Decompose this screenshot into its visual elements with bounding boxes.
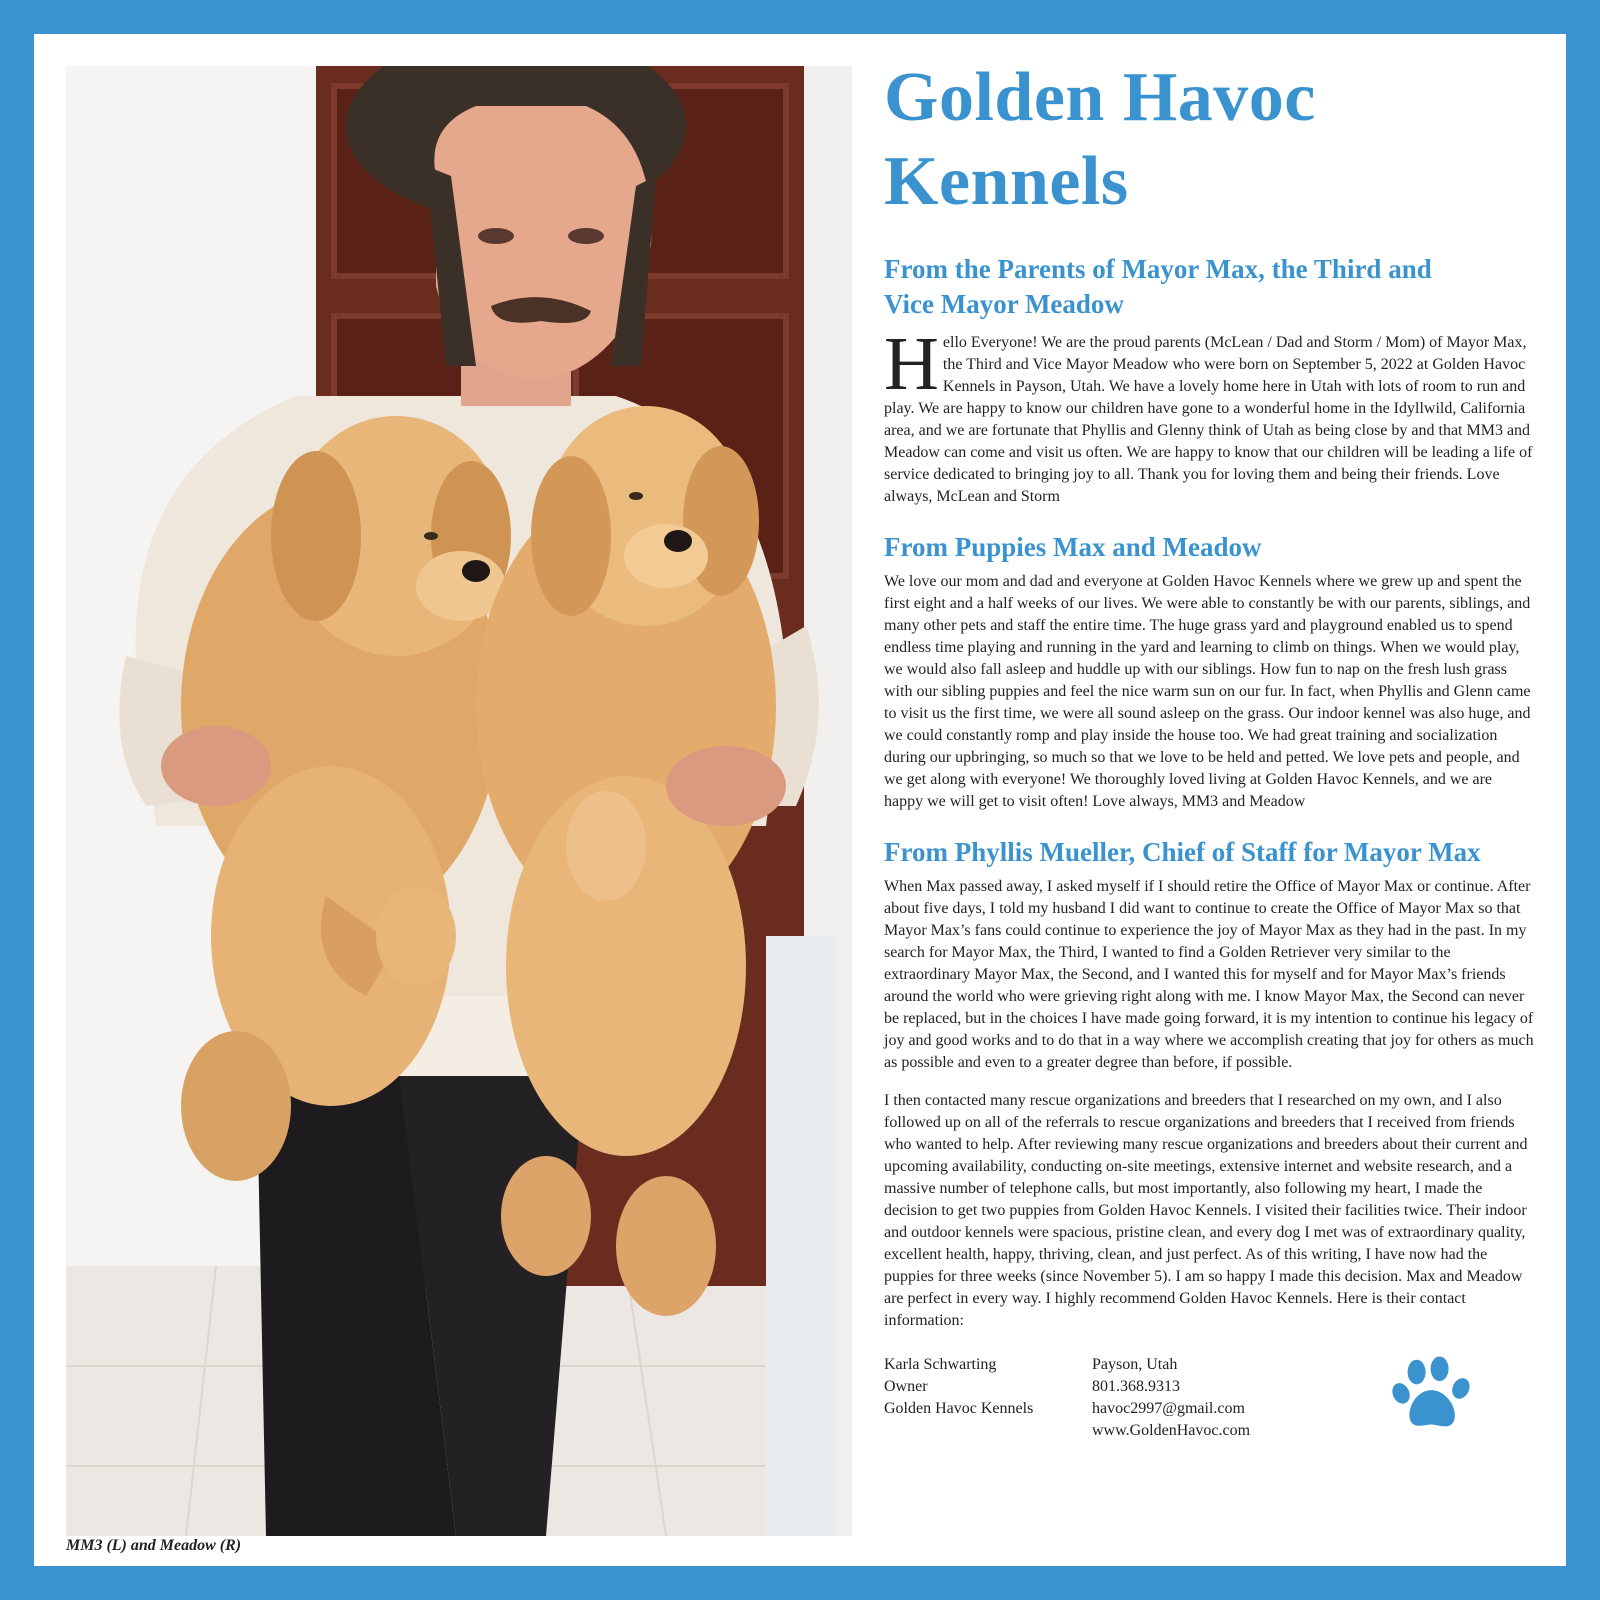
contact-business: Golden Havoc Kennels	[884, 1400, 1034, 1417]
section-body-phyllis-2: I then contacted many rescue organizations and breeders that I researched on my own, and I also followed up on all of the referrals to rescue organizations and breeders that I received from friends who wanted to help. After reviewing many rescue organizations and breeders about their current and upcoming availability, conducting on-site meetings, extensive internet and website research, and a massive number of telephone calls, but most importantly, also following my heart, I made the decision to get two puppies from Golden Havoc Kennels. I visited their facilities twice. Their indoor and outdoor kennels were spacious, pristine clean, and every dog I met was of extraordinary quality, excellent health, happy, thriving, clean, and just perfect. As of this writing, I have now had the puppies for three weeks (since November 5). I am so happy I made this decision. Max and Meadow are perfect in every way. I highly recommend Golden Havoc Kennels. Here is their contact information:	[884, 1092, 1528, 1329]
page-title	[884, 56, 1534, 224]
contact-phone: 801.368.9313	[1092, 1378, 1180, 1395]
page-frame	[34, 34, 1566, 1566]
contact-owner	[884, 1354, 1033, 1420]
contact-block	[884, 1354, 1534, 1444]
photo-caption: MM3 (L) and Meadow (R)	[66, 1537, 242, 1554]
contact-role: Owner	[884, 1378, 928, 1395]
section-heading-phyllis: From Phyllis Mueller, Chief of Staff for Mayor Max	[884, 837, 1481, 867]
section-body-puppies: We love our mom and dad and everyone at Golden Havoc Kennels where we grew up and spent the first eight and a half weeks of our lives. We were able to constantly be with our parents, siblings, and many other pets and staff the entire time. The huge grass yard and playground enabled us to spend endless time playing and running in the yard and learning to climb on things. When we would play, we would also fall asleep and huddle up with our siblings. How fun to nap on the fresh lush grass with our sibling puppies and feel the nice warm sun on our fur. In fact, when Phyllis and Glenn came to visit us the first time, we were all sound asleep on the grass. Our indoor kennel was also huge, and we could constantly romp and play inside the house too. We had great training and socialization during our upbringing, so much so that we love to be held and petted. We love pets and people, and we get along with everyone! We thoroughly loved living at Golden Havoc Kennels, and we are happy we will get to visit often! Love always, MM3 and Meadow	[884, 573, 1531, 810]
title-line-1: Golden Havoc	[884, 59, 1316, 136]
man-holding-puppies-photo	[66, 66, 852, 1536]
drop-cap: H	[884, 322, 939, 406]
contact-email: havoc2997@gmail.com	[1092, 1400, 1245, 1417]
article-column	[884, 56, 1534, 1444]
section-body-parents-text: ello Everyone! We are the proud parents (McLean / Dad and Storm / Mom) of Mayor Max, the Third and Vice Mayor Meadow who were born on September 5, 2022 at Golden Havoc Kennels in Payson, Utah. We have a lovely home here in Utah with lots of room to run and play. We are happy to know our children have gone to a wonderful home in the Idyllwild, California area, and we are fortunate that Phyllis and Glenny think of Utah as being close by and that MM3 and Meadow can come and visit us often. We are happy to know that our children will be leading a life of service dedicated to bringing joy to all. Thank you for loving them and being their friends. Love always, McLean and Storm	[884, 334, 1533, 505]
contact-name: Karla Schwarting	[884, 1356, 997, 1373]
section-heading-puppies: From Puppies Max and Meadow	[884, 532, 1262, 562]
title-line-2: Kennels	[884, 143, 1129, 220]
section-body-phyllis-1: When Max passed away, I asked myself if I should retire the Office of Mayor Max or continue. After about five days, I told my husband I did want to continue to create the Office of Mayor Max so that Mayor Max’s fans could continue to experience the joy of Mayor Max as they had in the past. In my search for Mayor Max, the Third, I wanted to find a Golden Retriever very similar to the extraordinary Mayor Max, the Second, and I wanted this for myself and for Mayor Max’s friends around the world who were grieving right along with me. I know Mayor Max, the Second can never be replaced, but in the choices I have made going forward, it is my intention to continue his legacy of joy and good works and to do that in a way where we accomplish creating that joy for others as much as possible and even to a greater degree than before, if possible.	[884, 878, 1534, 1071]
section-heading-parents-line-2: Vice Mayor Meadow	[884, 289, 1124, 319]
contact-location: Payson, Utah	[1092, 1356, 1178, 1373]
paw-print-icon	[1392, 1354, 1474, 1436]
section-heading-parents	[884, 252, 1534, 322]
section-heading-parents-line-1: From the Parents of Mayor Max, the Third and	[884, 254, 1432, 284]
section-body-parents	[884, 322, 1534, 508]
contact-website: www.GoldenHavoc.com	[1092, 1422, 1251, 1439]
contact-details	[1092, 1354, 1250, 1442]
